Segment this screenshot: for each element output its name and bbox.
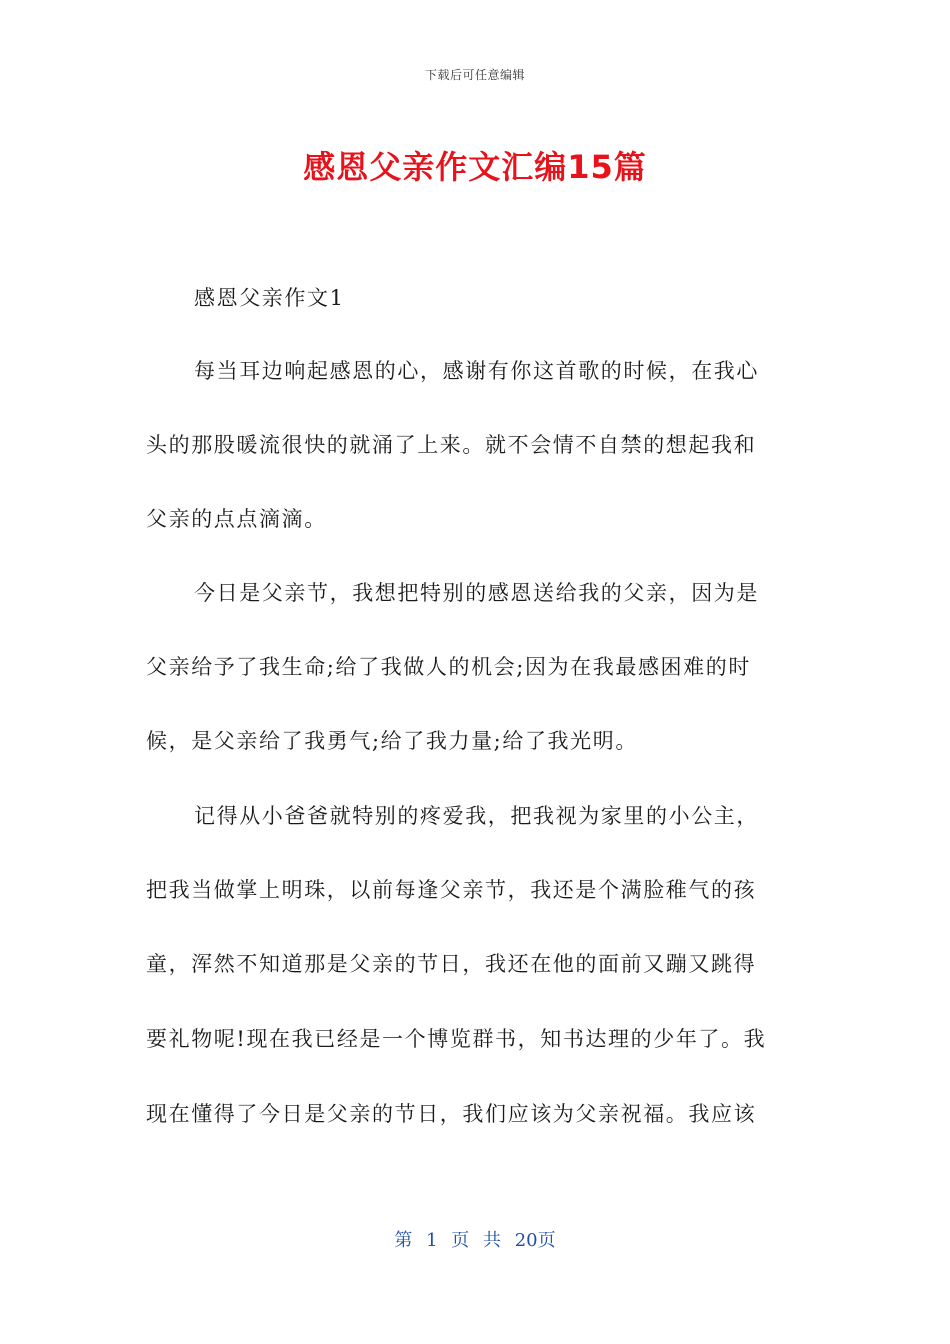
- paragraph-line: 要礼物呢!现在我已经是一个博览群书，知书达理的少年了。我: [146, 1027, 767, 1051]
- paragraph-line: 头的那股暖流很快的就涌了上来。就不会情不自禁的想起我和: [146, 433, 757, 457]
- paragraph-line: 现在懂得了今日是父亲的节日，我们应该为父亲祝福。我应该: [146, 1102, 757, 1126]
- paragraph-line: 童，浑然不知道那是父亲的节日，我还在他的面前又蹦又跳得: [146, 952, 757, 976]
- paragraph-line: 把我当做掌上明珠，以前每逢父亲节，我还是个满脸稚气的孩: [146, 878, 757, 902]
- paragraph-line: 父亲的点点滴滴。: [146, 507, 327, 531]
- paragraph-line: 记得从小爸爸就特别的疼爱我，把我视为家里的小公主，: [194, 804, 759, 828]
- document-title: 感恩父亲作文汇编15篇: [303, 148, 647, 186]
- paragraph-line: 今日是父亲节，我想把特别的感恩送给我的父亲，因为是: [194, 581, 759, 605]
- paragraph-line: 每当耳边响起感恩的心，感谢有你这首歌的时候，在我心: [194, 359, 759, 383]
- paragraph-line: 父亲给予了我生命;给了我做人的机会;因为在我最感困难的时: [146, 655, 751, 679]
- page-footer: 第 1 页 共 20页: [394, 1230, 556, 1251]
- paragraph-line: 候，是父亲给了我勇气;给了我力量;给了我光明。: [146, 729, 638, 753]
- section-heading: 感恩父亲作文1: [194, 286, 345, 310]
- header-note: 下载后可任意编辑: [424, 68, 525, 82]
